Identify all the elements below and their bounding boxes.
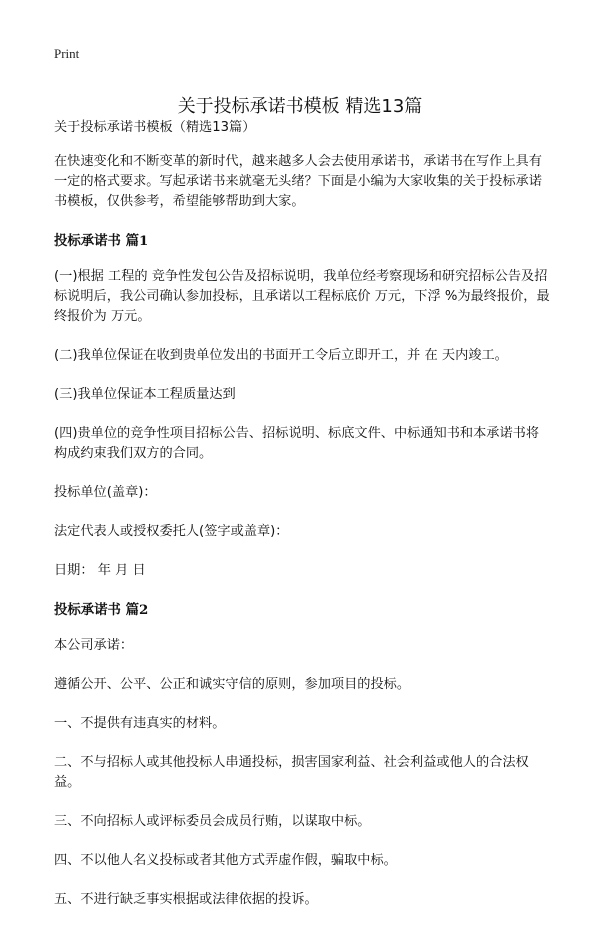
document-body: [54, 118, 550, 929]
section-2-item-4: 四、不以他人名义投标或者其他方式弄虚作假，骗取中标。: [54, 853, 397, 868]
section-2-paragraph-1: 本公司承诺：: [54, 638, 134, 653]
section-1-heading: 投标承诺书 篇1: [54, 233, 149, 249]
document-subtitle: 关于投标承诺书模板（精选13篇）: [54, 120, 256, 135]
section-2-item-1: 一、不提供有违真实的材料。: [54, 716, 226, 731]
section-2-paragraph-2: 遵循公开、公平、公正和诚实守信的原则，参加项目的投标。: [54, 677, 411, 692]
section-2-item-2: 二、不与招标人或其他投标人串通投标，损害国家利益、社会利益或他人的合法权益。: [54, 755, 529, 790]
section-2-item-5: 五、不进行缺乏事实根据或法律依据的投诉。: [54, 892, 318, 907]
page-title: 关于投标承诺书模板 精选13篇: [177, 96, 423, 118]
representative-signature-line: 法定代表人或授权委托人(签字或盖章)：: [54, 524, 289, 539]
intro-paragraph: 在快速变化和不断变革的新时代，越来越多人会去使用承诺书，承诺书在写作上具有一定的格式要求。写起承诺书来就毫无头绪？下面是小编为大家收集的关于投标承诺书模板，仅供参考，希望能够帮助到大家。: [54, 154, 542, 209]
section-1-paragraph-1: (一)根据 工程的 竞争性发包公告及招标说明，我单位经考察现场和研究招标公告及招标说明后，我公司确认参加投标，且承诺以工程标底价 万元，下浮 %为最终报价，最终报价为 万元。: [54, 269, 550, 324]
section-1-paragraph-2: (二)我单位保证在收到贵单位发出的书面开工令后立即开工，并 在 天内竣工。: [54, 348, 508, 363]
date-line: 日期： 年 月 日: [54, 563, 146, 578]
print-label: Print: [54, 46, 80, 61]
section-2-heading: 投标承诺书 篇2: [54, 602, 149, 618]
section-2-item-3: 三、不向招标人或评标委员会成员行贿，以谋取中标。: [54, 814, 371, 829]
bidder-seal-line: 投标单位(盖章)：: [54, 485, 157, 500]
section-1-paragraph-3: (三)我单位保证本工程质量达到: [54, 387, 236, 402]
section-1-paragraph-4: (四)贵单位的竞争性项目招标公告、招标说明、标底文件、中标通知书和本承诺书将构成约束我们双方的合同。: [54, 426, 540, 461]
